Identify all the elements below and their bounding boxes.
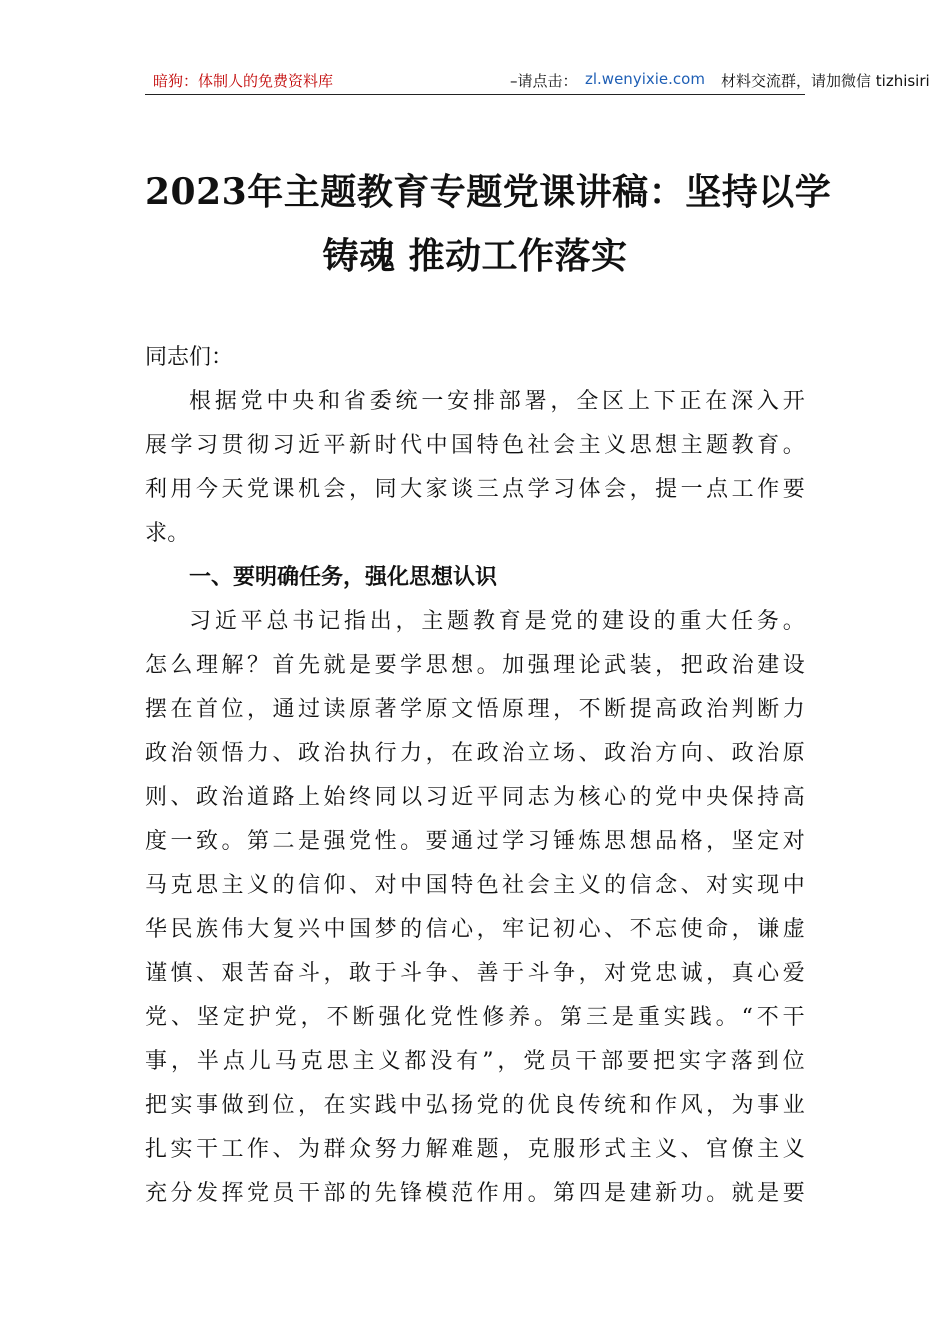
header-url-link[interactable]: zl.wenyixie.com xyxy=(585,70,705,88)
section-1-line: 扎实干工作、为群众努力解难题，克服形式主义、官僚主义 xyxy=(145,1137,805,1162)
header-prompt: –请点击： xyxy=(510,72,578,90)
intro-line: 利用今天党课机会，同大家谈三点学习体会，提一点工作要 xyxy=(145,477,805,502)
salutation: 同志们： xyxy=(145,345,234,370)
section-1-line: 充分发挥党员干部的先锋模范作用。第四是建新功。就是要 xyxy=(145,1181,805,1206)
section-1-line: 把实事做到位，在实践中弘扬党的优良传统和作风，为事业 xyxy=(145,1093,805,1118)
section-1-line: 怎么理解？首先就是要学思想。加强理论武装，把政治建设 xyxy=(145,653,805,678)
header-brand-link[interactable]: 暗狗：体制人的免费资料库 xyxy=(153,72,334,90)
section-1-line: 党、坚定护党，不断强化党性修养。第三是重实践。“不干 xyxy=(145,1005,805,1030)
section-1-line: 习近平总书记指出，主题教育是党的建设的重大任务。 xyxy=(189,609,805,634)
page-header xyxy=(145,64,930,95)
section-1-line: 事，半点儿马克思主义都没有”，党员干部要把实字落到位 xyxy=(145,1049,805,1074)
intro-line: 求。 xyxy=(145,521,190,546)
section-heading-1: 一、要明确任务，强化思想认识 xyxy=(189,565,498,590)
section-1-line: 华民族伟大复兴中国梦的信心，牢记初心、不忘使命，谦虚 xyxy=(145,917,805,942)
document-title-line-2: 铸魂 推动工作落实 xyxy=(322,235,628,277)
section-1-line: 度一致。第二是强党性。要通过学习锤炼思想品格，坚定对 xyxy=(145,829,805,854)
section-1-line: 摆在首位，通过读原著学原文悟原理，不断提高政治判断力 xyxy=(145,697,805,722)
section-1-line: 政治领悟力、政治执行力，在政治立场、政治方向、政治原 xyxy=(145,741,805,766)
intro-line: 展学习贯彻习近平新时代中国特色社会主义思想主题教育。 xyxy=(145,433,805,458)
section-1-line: 则、政治道路上始终同以习近平同志为核心的党中央保持高 xyxy=(145,785,805,810)
document-title-line-1: 2023年主题教育专题党课讲稿：坚持以学 xyxy=(145,171,832,213)
intro-line: 根据党中央和省委统一安排部署，全区上下正在深入开 xyxy=(189,389,805,414)
header-contact: 材料交流群，请加微信 tizhisiri xyxy=(721,72,930,90)
section-1-line: 谨慎、艰苦奋斗，敢于斗争、善于斗争，对党忠诚，真心爱 xyxy=(145,961,805,986)
section-1-line: 马克思主义的信仰、对中国特色社会主义的信念、对实现中 xyxy=(145,873,805,898)
